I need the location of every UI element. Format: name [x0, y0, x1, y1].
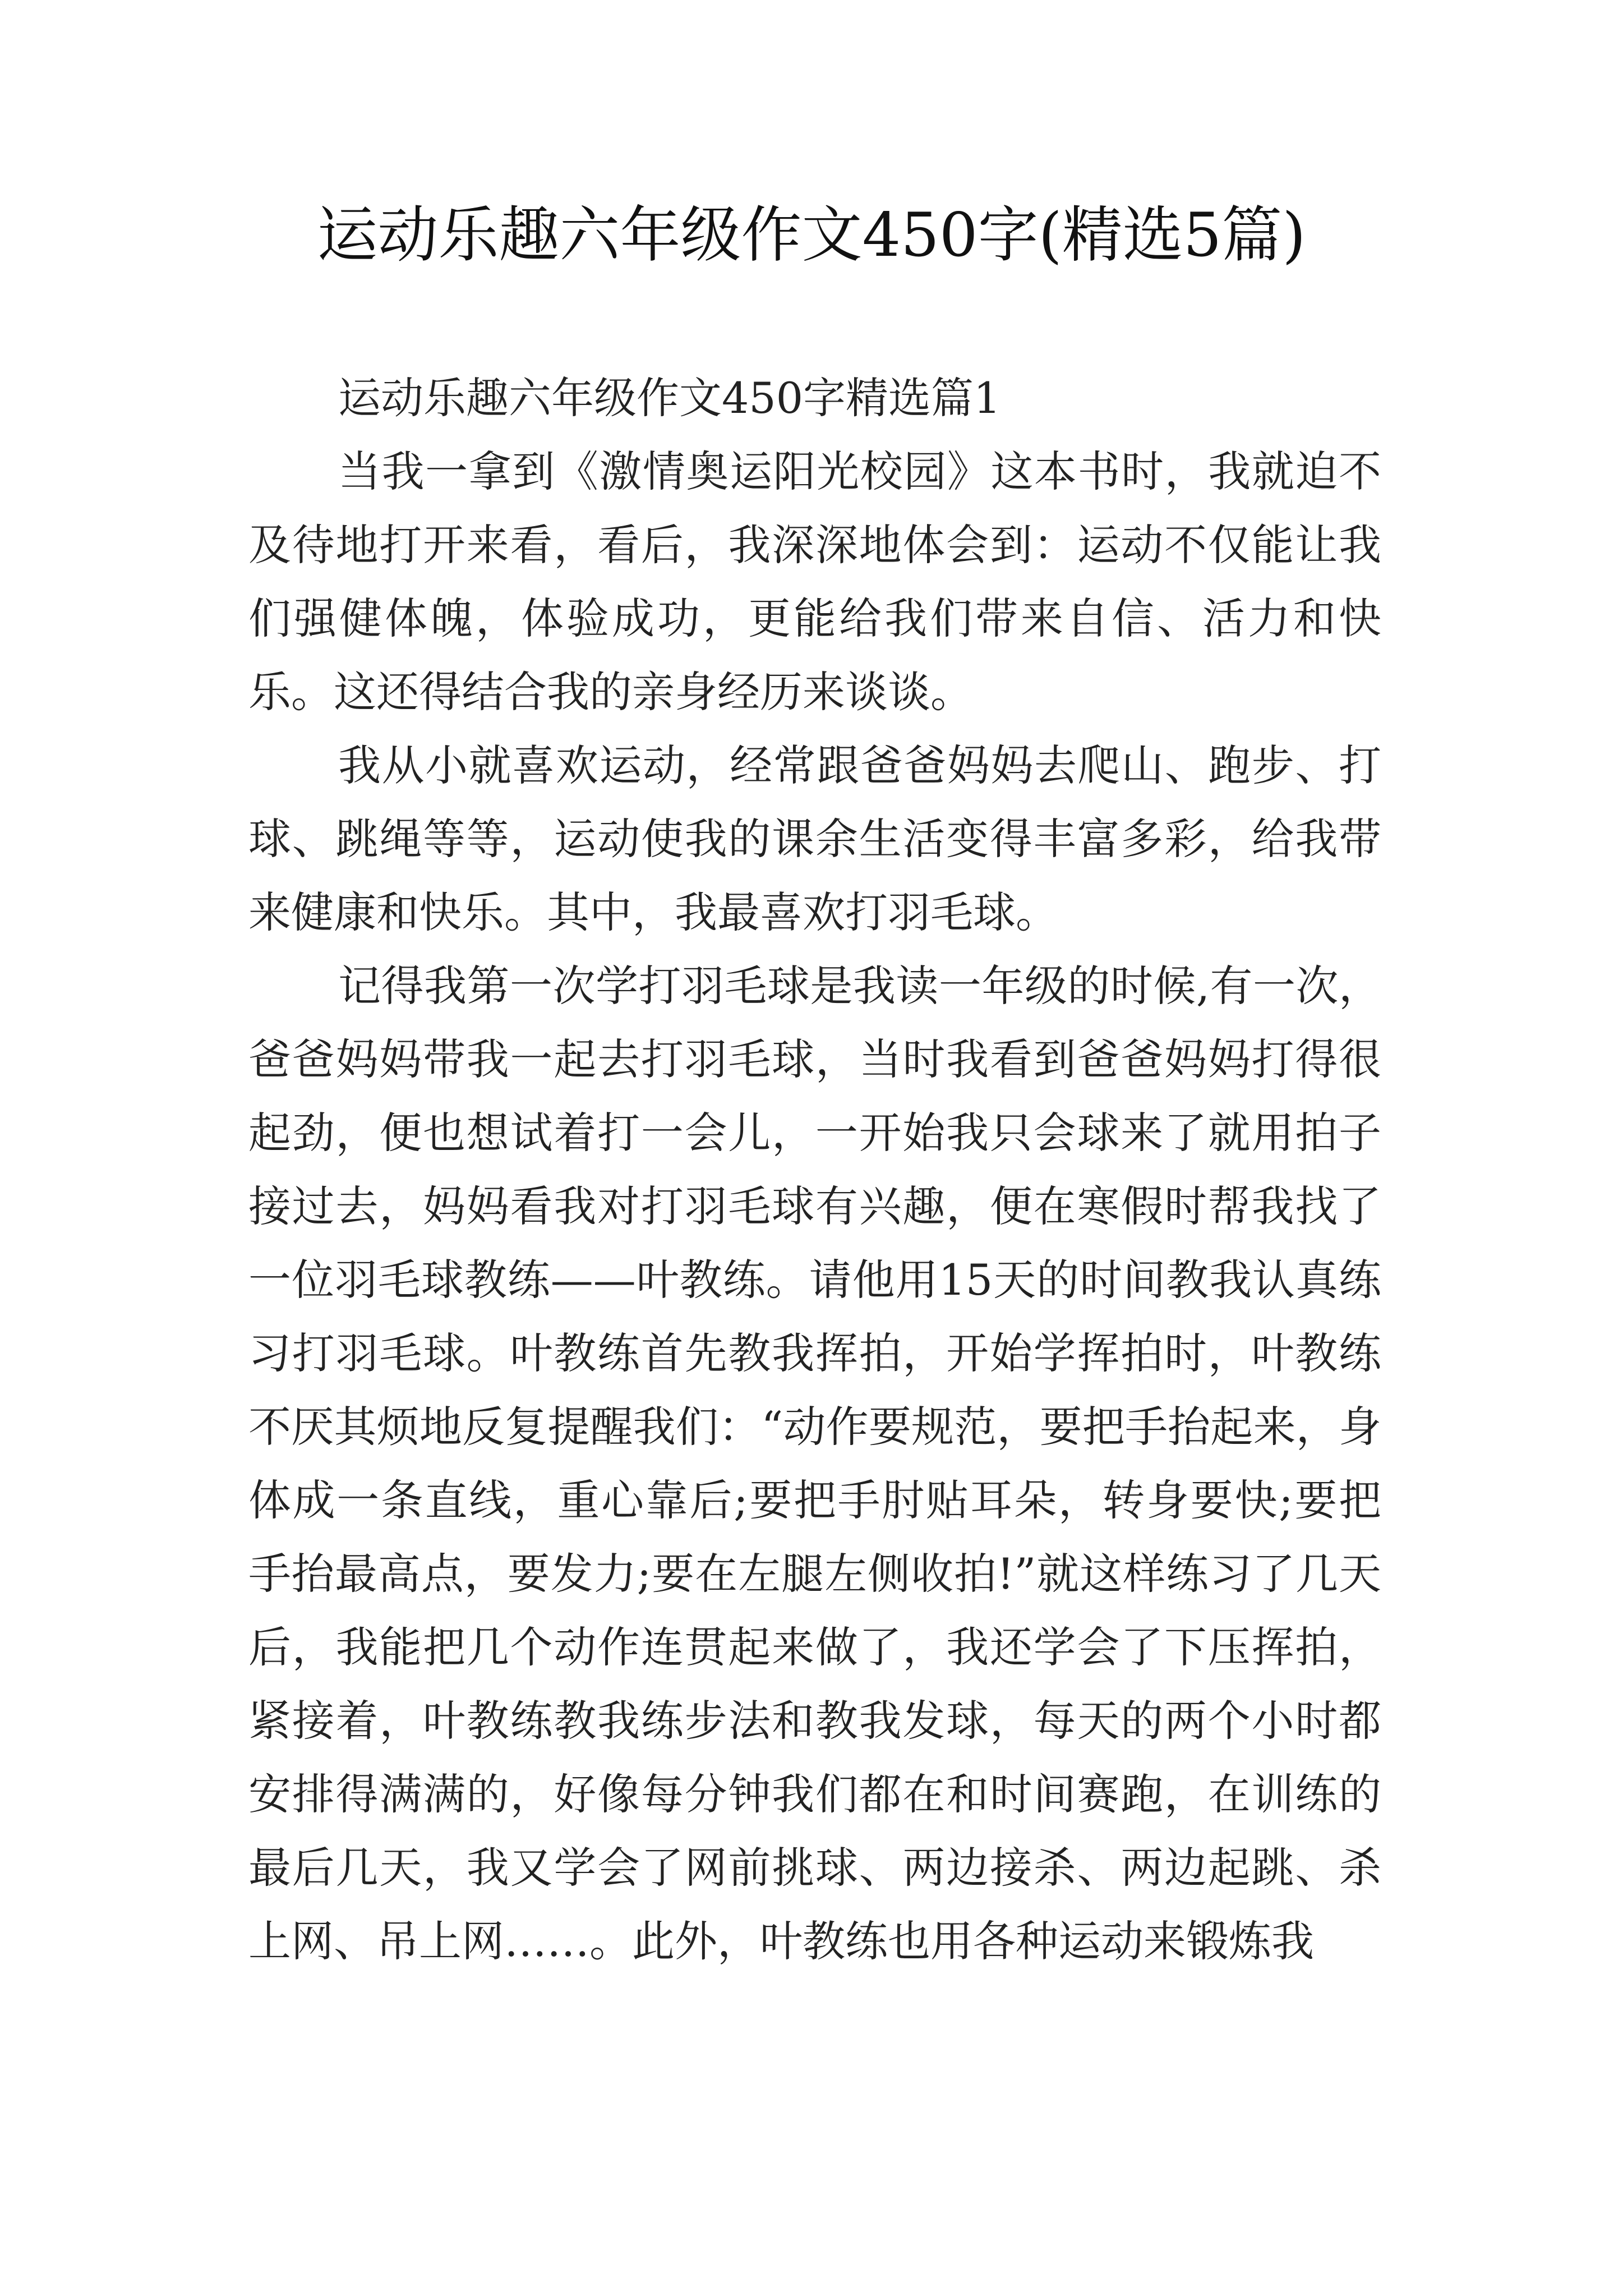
section-heading: 运动乐趣六年级作文450字精选篇1 — [338, 373, 1001, 423]
document-body — [248, 361, 1381, 1978]
document-title: 运动乐趣六年级作文450字(精选5篇) — [317, 200, 1306, 270]
paragraph-2: 我从小就喜欢运动，经常跟爸爸妈妈去爬山、跑步、打球、跳绳等等，运动使我的课余生活变得丰富多彩，给我带来健康和快乐。其中，我最喜欢打羽毛球。 — [248, 740, 1381, 937]
paragraph-3: 记得我第一次学打羽毛球是我读一年级的时候,有一次，爸爸妈妈带我一起去打羽毛球，当时我看到爸爸妈妈打得很起劲，便也想试着打一会儿，一开始我只会球来了就用拍子接过去，妈妈看我对打羽毛球有兴趣，便在寒假时帮我找了一位羽毛球教练——叶教练。请他用15天的时间教我认真练习打羽毛球。叶教练首先教我挥拍，开始学挥拍时，叶教练不厌其烦地反复提醒我们：“动作要规范，要把手抬起来，身体成一条直线，重心靠后;要把手肘贴耳朵，转身要快;要把手抬最高点，要发力;要在左腿左侧收拍!”就这样练习了几天后，我能把几个动作连贯起来做了，我还学会了下压挥拍，紧接着，叶教练教我练步法和教我发球，每天的两个小时都安排得满满的，好像每分钟我们都在和时间赛跑，在训练的最后几天，我又学会了网前挑球、两边接杀、两边起跳、杀上网、吊上网……。此外，叶教练也用各种运动来锻炼我 — [248, 961, 1381, 1966]
paragraph-1: 当我一拿到《激情奥运阳光校园》这本书时，我就迫不及待地打开来看，看后，我深深地体会到：运动不仅能让我们强健体魄，体验成功，更能给我们带来自信、活力和快乐。这还得结合我的亲身经历来谈谈。 — [248, 447, 1381, 717]
